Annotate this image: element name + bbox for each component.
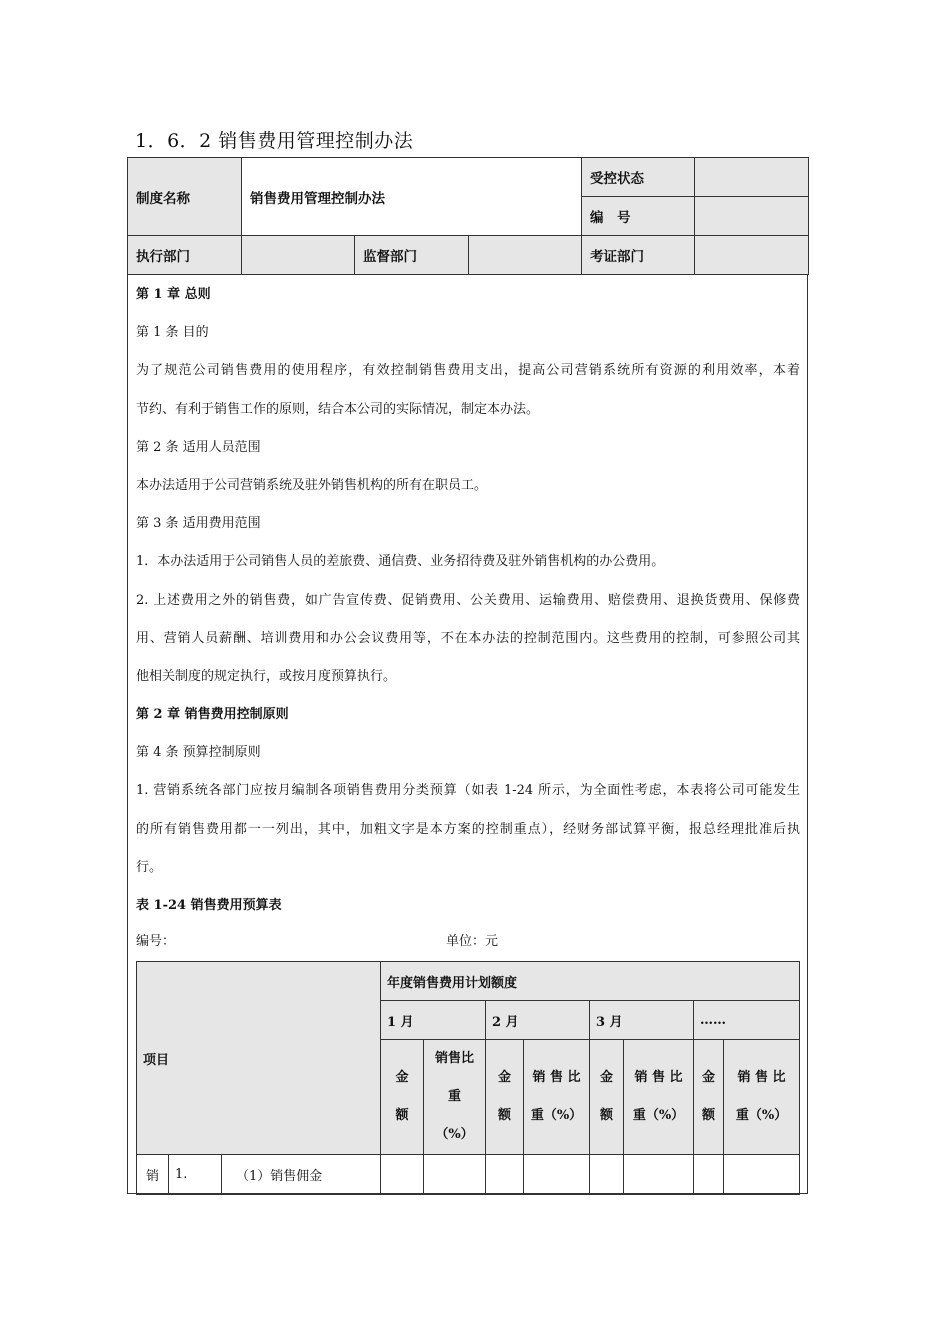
amount-header bbox=[590, 1040, 624, 1155]
month-header: 3 月 bbox=[590, 1001, 694, 1040]
row-cell bbox=[694, 1155, 724, 1195]
supervise-dept-label: 监督部门 bbox=[355, 236, 469, 275]
policy-body bbox=[136, 276, 800, 925]
row-category: 销 bbox=[137, 1155, 169, 1195]
month-header: …… bbox=[694, 1001, 800, 1040]
supervise-dept-value bbox=[469, 236, 582, 275]
body-line: 第 1 章 总则 bbox=[136, 287, 211, 302]
amount-header-line: 金 bbox=[395, 1070, 409, 1085]
ratio-header-line: 重（%） bbox=[632, 1108, 685, 1123]
ratio-header-line: 销 售 比 bbox=[532, 1070, 581, 1085]
ratio-header bbox=[424, 1040, 486, 1155]
body-line: 他相关制度的规定执行，或按月度预算执行。 bbox=[136, 668, 397, 684]
amount-header-line: 额 bbox=[498, 1108, 512, 1123]
body-line: 2. 上述费用之外的销售费，如广告宣传费、促销费用、公关费用、运输费用、赔偿费用、退换货费用、保修费 bbox=[136, 592, 800, 608]
ratio-header-line: （%） bbox=[435, 1127, 474, 1142]
body-line: 的所有销售费用都一一列出，其中，加粗文字是本方案的控制重点），经财务部试算平衡，报总经理批准后执 bbox=[136, 821, 800, 837]
ratio-header bbox=[624, 1040, 694, 1155]
amount-header-line: 额 bbox=[702, 1108, 716, 1123]
body-line: 节约、有利于销售工作的原则，结合本公司的实际情况，制定本办法。 bbox=[136, 401, 540, 417]
amount-header-line: 额 bbox=[395, 1108, 409, 1123]
ratio-header-line: 重（%） bbox=[735, 1108, 788, 1123]
row-cell bbox=[524, 1155, 590, 1195]
row-item: （1）销售佣金 bbox=[222, 1155, 381, 1195]
row-cell bbox=[381, 1155, 424, 1195]
row-cell bbox=[724, 1155, 800, 1195]
amount-header-line: 金 bbox=[600, 1070, 614, 1085]
ratio-header-line: 销 售 比 bbox=[737, 1070, 786, 1085]
row-cell bbox=[424, 1155, 486, 1195]
budget-table bbox=[136, 961, 800, 1195]
month-header: 2 月 bbox=[486, 1001, 590, 1040]
body-line: 第 3 条 适用费用范围 bbox=[136, 516, 261, 532]
body-line: 1. 营销系统各部门应按月编制各项销售费用分类预算（如表 1-24 所示，为全面性考虑，本表将公司可能发生 bbox=[136, 783, 800, 799]
control-status-label: 受控状态 bbox=[582, 158, 695, 197]
exec-dept-label: 执行部门 bbox=[128, 236, 242, 275]
body-line: 表 1-24 销售费用预算表 bbox=[136, 898, 282, 913]
amount-header bbox=[486, 1040, 524, 1155]
number-value bbox=[695, 197, 809, 236]
item-header: 项目 bbox=[137, 962, 381, 1155]
policy-header-table bbox=[127, 157, 809, 275]
amount-header bbox=[381, 1040, 424, 1155]
number-label: 编 号 bbox=[582, 197, 695, 236]
page-heading: 1．6．2 销售费用管理控制办法 bbox=[135, 130, 414, 152]
body-line: 为了规范公司销售费用的使用程序，有效控制销售费用支出，提高公司营销系统所有资源的利用效率，本着 bbox=[136, 363, 800, 379]
body-line: 第 1 条 目的 bbox=[136, 325, 209, 341]
body-line: 用、营销人员薪酬、培训费用和办公会议费用等，不在本办法的控制范围内。这些费用的控制，可参照公司其 bbox=[136, 630, 800, 646]
amount-header-line: 金 bbox=[702, 1070, 716, 1085]
body-line: 第 4 条 预算控制原则 bbox=[136, 745, 261, 761]
amount-header bbox=[694, 1040, 724, 1155]
ratio-header bbox=[724, 1040, 800, 1155]
row-cell bbox=[486, 1155, 524, 1195]
row-cell bbox=[624, 1155, 694, 1195]
ratio-header-line: 重（%） bbox=[530, 1108, 583, 1123]
table-number-label: 编号： bbox=[136, 934, 176, 949]
exec-dept-value bbox=[242, 236, 355, 275]
row-cell bbox=[590, 1155, 624, 1195]
row-index: 1. bbox=[169, 1155, 222, 1195]
amount-header-line: 额 bbox=[600, 1108, 614, 1123]
policy-name-value: 销售费用管理控制办法 bbox=[242, 158, 582, 236]
table-unit-label: 单位：元 bbox=[446, 934, 499, 949]
month-header: 1 月 bbox=[381, 1001, 486, 1040]
ratio-header bbox=[524, 1040, 590, 1155]
control-status-value bbox=[695, 158, 809, 197]
policy-name-label: 制度名称 bbox=[128, 158, 242, 236]
body-line: 行。 bbox=[136, 859, 163, 875]
body-line: 1．本办法适用于公司销售人员的差旅费、通信费、业务招待费及驻外销售机构的办公费用。 bbox=[136, 554, 665, 570]
body-line: 本办法适用于公司营销系统及驻外销售机构的所有在职员工。 bbox=[136, 477, 488, 493]
ratio-header-line: 销 售 比 bbox=[634, 1070, 683, 1085]
ratio-header-line: 销售比 bbox=[435, 1051, 475, 1066]
body-line: 第 2 条 适用人员范围 bbox=[136, 439, 261, 455]
ratio-header-line: 重 bbox=[448, 1089, 462, 1104]
audit-dept-value bbox=[695, 236, 809, 275]
body-line: 第 2 章 销售费用控制原则 bbox=[136, 707, 289, 723]
amount-header-line: 金 bbox=[498, 1070, 512, 1085]
plan-header: 年度销售费用计划额度 bbox=[381, 962, 800, 1001]
audit-dept-label: 考证部门 bbox=[582, 236, 695, 275]
